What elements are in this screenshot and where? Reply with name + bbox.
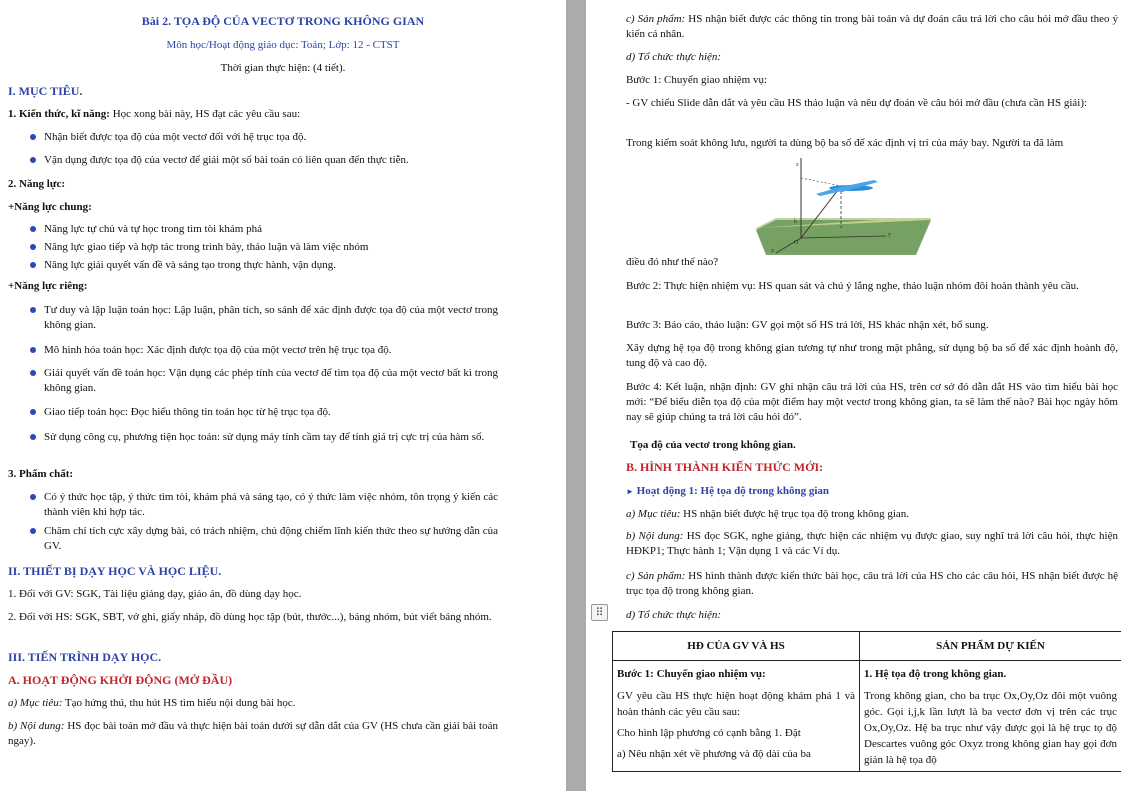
- section-b-heading: B. HÌNH THÀNH KIẾN THỨC MỚI:: [626, 460, 824, 474]
- section-2-heading: II. THIẾT BỊ DẠY HỌC VÀ HỌC LIỆU.: [8, 564, 222, 578]
- table-header-product: SẢN PHẨM DỰ KIẾN: [860, 632, 1121, 661]
- general-competence-heading: +Năng lực chung:: [8, 201, 92, 213]
- section-a-heading: A. HOẠT ĐỘNG KHỞI ĐỘNG (MỞ ĐẦU): [8, 673, 233, 687]
- origin-label: O: [794, 240, 799, 246]
- organization-label: d) Tổ chức thực hiện:: [626, 51, 722, 63]
- competence-heading: 2. Năng lực:: [8, 178, 66, 190]
- opening-problem: Trong kiểm soát không lưu, người ta dùng bộ ba số để xác định vị trí của máy bay. Người ta đã làm: [626, 137, 1064, 149]
- table-row: [613, 661, 1121, 772]
- specific-competence-heading: +Năng lực riêng:: [8, 280, 88, 292]
- y-axis-label: y: [888, 232, 891, 238]
- product-line: c) Sản phẩm: HS nhận biết được các thông tin trong bài toán và dự đoán câu trả lời cho câu hỏi mở đầu theo ý kiến cá nhân.: [626, 13, 1118, 40]
- x-axis-label: x: [771, 248, 774, 254]
- knowledge-line: 1. Kiến thức, kĩ năng: Học xong bài này, HS đạt các yêu cầu sau:: [8, 108, 301, 120]
- section-a-content: b) Nội dung: HS đọc bài toán mở đầu và thực hiện bài toán dưới sự dẫn dắt của GV (HS chưa cần giải bài toán ngay).: [8, 720, 498, 747]
- bullet-icon: [30, 347, 36, 353]
- activity-1-objective: a) Mục tiêu: HS nhận biết được hệ trục tọa độ trong không gian.: [626, 508, 910, 520]
- activity-1-heading: ► Hoạt động 1: Hệ tọa độ trong không gian: [626, 485, 829, 497]
- quality-bullet: Có ý thức học tập, ý thức tìm tòi, khám phá và sáng tạo, có ý thức làm việc nhóm, tôn trọng ý kiến các thành viên khi hợp tác.: [44, 491, 498, 518]
- step-3-text: Xây dựng hệ tọa độ trong không gian tương tự như trong mặt phẳng, sử dụng bộ ba số để xác định hoành độ, tung độ và cao độ.: [626, 342, 1118, 369]
- student-materials: 2. Đối với HS: SGK, SBT, vở ghi, giấy nháp, đồ dùng học tập (bút, thước...), bảng nhóm, bút viết bảng nhóm.: [8, 611, 492, 623]
- bullet-icon: [30, 244, 36, 250]
- step-1-text: - GV chiếu Slide dẫn dắt và yêu cầu HS thảo luận và nêu dự đoán về câu hỏi mở đầu (chưa cần HS giải):: [626, 97, 1088, 109]
- activity-1-organization: d) Tổ chức thực hiện:: [626, 609, 722, 621]
- specific-bullet: Giao tiếp toán học: Đọc hiểu thông tin toán học từ hệ trục tọa độ.: [44, 406, 331, 418]
- general-bullet: Năng lực giải quyết vấn đề và sáng tạo trong thực hành, vận dụng.: [44, 259, 337, 271]
- activity-question: a) Nêu nhận xét về phương và độ dài của ba: [617, 748, 811, 760]
- activity-1-product: c) Sản phẩm: HS hình thành được kiến thức bài học, câu trả lời của HS cho các câu hỏi, HS nhận biết được hệ trục tọa độ trong không gian.: [626, 570, 1118, 597]
- subject-line: Môn học/Hoạt động giáo dục: Toán; Lớp: 12 - CTST: [166, 39, 400, 51]
- bullet-icon: [30, 157, 36, 163]
- activity-step-title: Bước 1: Chuyển giao nhiệm vụ:: [617, 668, 766, 680]
- lesson-title: Bài 2. TỌA ĐỘ CỦA VECTƠ TRONG KHÔNG GIAN: [141, 14, 425, 28]
- section-3-heading: III. TIẾN TRÌNH DẠY HỌC.: [8, 650, 162, 664]
- product-cell: [860, 661, 1121, 772]
- table-header-row: [613, 632, 1121, 661]
- z-axis-label: z: [796, 162, 799, 168]
- bullet-icon: [30, 262, 36, 268]
- step-3: Bước 3: Báo cáo, thảo luận: GV gọi một số HS trả lời, HS khác nhận xét, bổ sung.: [626, 319, 989, 331]
- product-title: 1. Hệ tọa độ trong không gian.: [864, 668, 1007, 680]
- k-label: k: [794, 219, 797, 225]
- section-1-heading: I. MỤC TIÊU.: [8, 84, 83, 98]
- bullet-icon: [30, 528, 36, 534]
- activity-cube-text: Cho hình lập phương có cạnh bằng 1. Đặt: [617, 727, 801, 739]
- specific-bullet: Sử dụng công cụ, phương tiện học toán: sử dụng máy tính cầm tay để tính giá trị cực trị của hàm số.: [44, 431, 485, 443]
- right-page: [586, 0, 1121, 791]
- table-drag-handle[interactable]: ⠿: [591, 604, 608, 621]
- table-header-activity: HĐ CỦA GV VÀ HS: [613, 632, 860, 661]
- bullet-icon: [30, 434, 36, 440]
- problem-end: điều đó như thế nào?: [626, 256, 719, 268]
- knowledge-bullet: Vận dụng được tọa độ của vectơ để giải một số bài toán có liên quan đến thực tiễn.: [44, 154, 409, 166]
- general-bullet: Năng lực tự chủ và tự học trong tìm tòi khám phá: [44, 223, 262, 235]
- section-a-objective: a) Mục tiêu: Tạo hứng thú, thu hút HS tìm hiểu nội dung bài học.: [8, 697, 296, 709]
- activity-flag-icon: ►: [626, 487, 634, 496]
- specific-bullet: Tư duy và lập luận toán học: Lập luận, phân tích, so sánh để xác định được tọa độ của một vectơ trong không gian.: [44, 304, 498, 331]
- quality-bullet: Chăm chỉ tích cực xây dựng bài, có trách nhiệm, chủ động chiếm lĩnh kiến thức theo sự hướng dẫn của GV.: [44, 525, 498, 552]
- bullet-icon: [30, 409, 36, 415]
- product-text: Trong không gian, cho ba trục Ox,Oy,Oz đôi một vuông góc. Gọi i,j,k lần lượt là ba vectơ đơn vị trên các trục Ox,Oy,Oz. Hệ ba trục như vậy được gọi là hệ trục tọ độ Descartes vuông góc Oxyz trong không gian hay gọi đơn giản là hệ tọa độ: [864, 690, 1117, 766]
- teacher-materials: 1. Đối với GV: SGK, Tài liệu giảng dạy, giáo án, đồ dùng dạy học.: [8, 588, 302, 600]
- quality-heading: 3. Phẩm chất:: [8, 468, 74, 480]
- bullet-icon: [30, 134, 36, 140]
- duration-line: Thời gian thực hiện: (4 tiết).: [220, 62, 346, 74]
- bullet-icon: [30, 307, 36, 313]
- step-2: Bước 2: Thực hiện nhiệm vụ: HS quan sát và chú ý lắng nghe, thảo luận nhóm đôi hoàn thành yêu cầu.: [626, 280, 1079, 292]
- activity-step-text: GV yêu cầu HS thực hiện hoạt động khám phá 1 và hoàn thành các yêu cầu sau:: [617, 690, 855, 718]
- airplane-coordinate-figure: [756, 158, 946, 258]
- knowledge-bullet: Nhận biết được tọa độ của một vectơ đối với hệ trục tọa độ.: [44, 131, 307, 143]
- activity-1-content: b) Nội dung: HS đọc SGK, nghe giảng, thực hiện các nhiệm vụ được giao, suy nghĩ trả lời câu hỏi, thực hiện HĐKP1; Thực hành 1; Vận dụng 1 và các Ví dụ.: [626, 530, 1118, 557]
- lesson-subtitle: Tọa độ của vectơ trong không gian.: [630, 439, 796, 451]
- bullet-icon: [30, 226, 36, 232]
- step-4: Bước 4: Kết luận, nhận định: GV ghi nhận câu trả lời của HS, trên cơ sở đó dẫn dắt HS vào tìm hiểu bài học mới: “Để biểu diễn tọa độ của một điểm hay một vectơ trong không gian, ta sẽ làm thế nào? Bài học ngày hôm nay sẽ giúp chúng ta trả lời câu hỏi đó”.: [626, 381, 1118, 423]
- bullet-icon: [30, 494, 36, 500]
- step-1: Bước 1: Chuyển giao nhiệm vụ:: [626, 74, 768, 86]
- activity-cell: [613, 661, 860, 772]
- bullet-icon: [30, 370, 36, 376]
- specific-bullet: Mô hình hóa toán học: Xác định được tọa độ của một vectơ trên hệ trục tọa độ.: [44, 344, 392, 356]
- lesson-plan-table: [612, 631, 1121, 772]
- specific-bullet: Giải quyết vấn đề toán học: Vận dụng các phép tính của vectơ để tìm tọa độ của một vectơ bất kì trong không gian.: [44, 367, 498, 394]
- general-bullet: Năng lực giao tiếp và hợp tác trong trình bày, thảo luận và làm việc nhóm: [44, 241, 369, 253]
